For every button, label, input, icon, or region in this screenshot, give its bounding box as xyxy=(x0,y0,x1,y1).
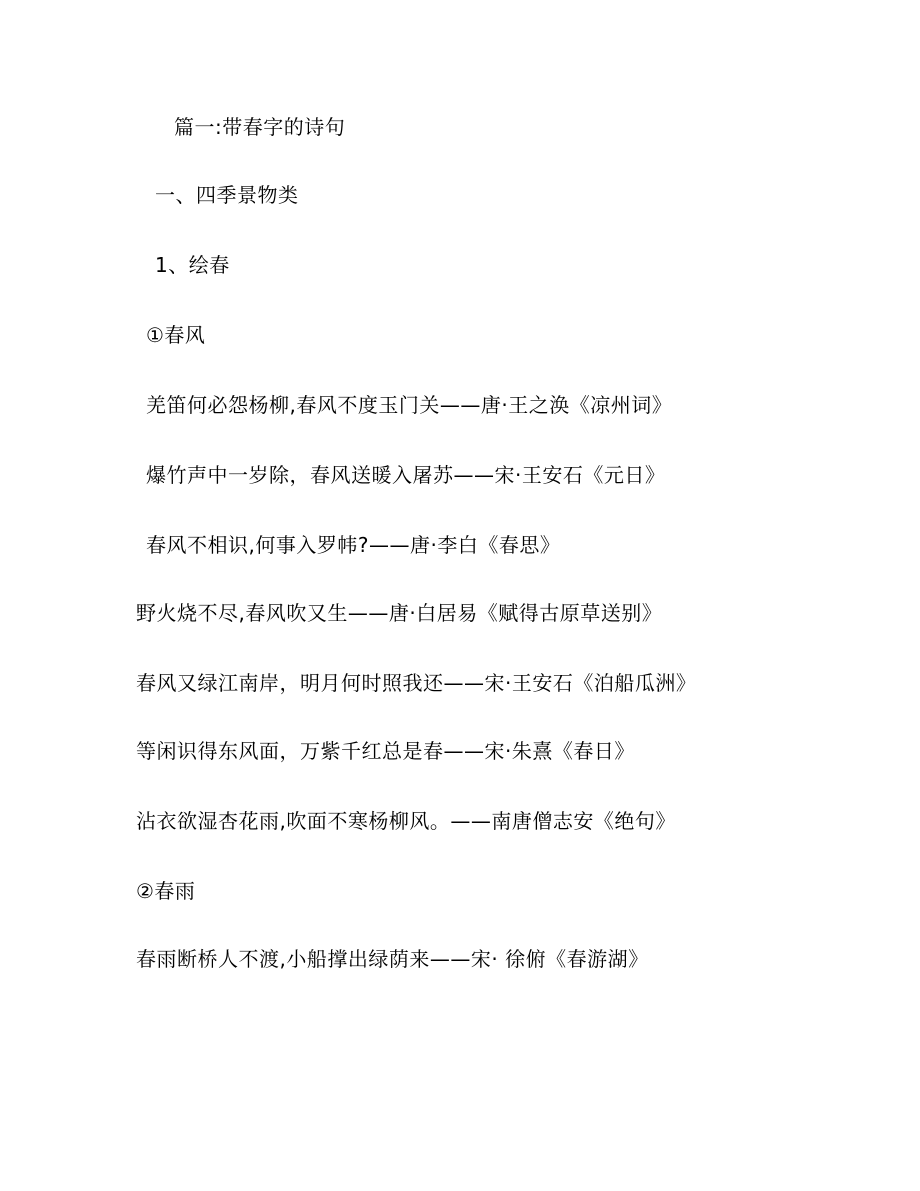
section-heading: 一、四季景物类 xyxy=(155,183,299,207)
document-title: 篇一:带春字的诗句 xyxy=(174,115,346,139)
poem-line: 春雨断桥人不渡,小船撑出绿荫来——宋· 徐俯《春游湖》 xyxy=(136,947,649,971)
poem-line: 春风不相识,何事入罗帏?——唐·李白《春思》 xyxy=(146,533,561,557)
poem-line: 野火烧不尽,春风吹又生——唐·白居易《赋得古原草送别》 xyxy=(136,601,663,625)
group-heading-spring-rain: ②春雨 xyxy=(136,879,196,903)
poem-line: 春风又绿江南岸，明月何时照我还——宋·王安石《泊船瓜洲》 xyxy=(136,671,697,695)
poem-line: 羌笛何必怨杨柳,春风不度玉门关——唐·王之涣《凉州词》 xyxy=(146,393,673,417)
subsection-heading: 1、绘春 xyxy=(155,253,230,277)
group-heading-spring-wind: ①春风 xyxy=(146,323,206,347)
poem-line: 爆竹声中一岁除，春风送暖入屠苏——宋·王安石《元日》 xyxy=(146,463,666,487)
poem-line: 等闲识得东风面，万紫千红总是春——宋·朱熹《春日》 xyxy=(136,739,635,763)
poem-line: 沾衣欲湿杏花雨,吹面不寒杨柳风。——南唐僧志安《绝句》 xyxy=(136,809,676,833)
